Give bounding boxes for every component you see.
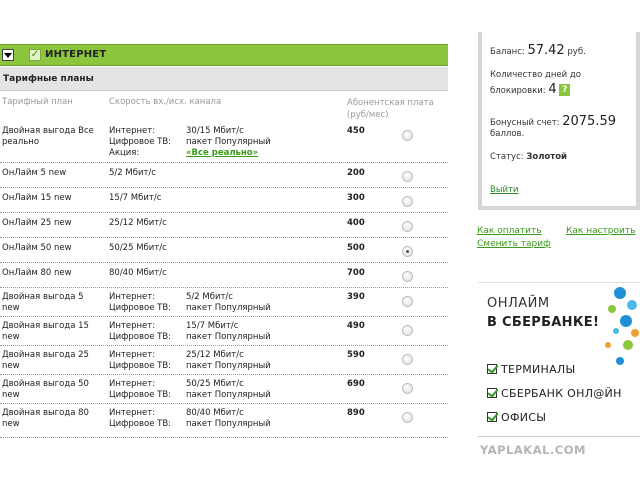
bonus-unit: баллов. — [490, 129, 525, 139]
promo-item — [487, 387, 622, 400]
service-values — [186, 126, 336, 159]
service-values — [186, 379, 336, 401]
table-row[interactable] — [0, 375, 448, 404]
plan-price: 500 — [347, 243, 365, 253]
label-tv: Цифровое ТВ: — [109, 361, 172, 371]
section-title: ИНТЕРНЕТ — [45, 49, 107, 60]
service-values — [186, 408, 336, 430]
sberbank-promo-banner[interactable] — [478, 282, 640, 437]
plan-price: 700 — [347, 268, 365, 278]
value-tv: пакет Популярный — [186, 303, 271, 313]
plan-radio[interactable] — [402, 171, 413, 182]
checkbox-icon[interactable]: ✓ — [30, 49, 40, 60]
plan-speed: 15/7 Мбит/с — [109, 193, 162, 203]
table-row[interactable] — [0, 317, 448, 346]
promo-item-label: СБЕРБАНК ОНЛ@ЙН — [501, 387, 622, 400]
plan-price: 400 — [347, 218, 365, 228]
plan-name-line2: реально — [2, 137, 40, 147]
label-tv: Цифровое ТВ: — [109, 332, 172, 342]
service-labels — [109, 292, 184, 314]
value-internet: 15/7 Мбит/с — [186, 321, 239, 331]
plan-radio[interactable] — [402, 383, 413, 394]
value-tv: пакет Популярный — [186, 419, 271, 429]
status-line — [490, 152, 567, 162]
plan-name-line1: Двойная выгода 80 — [2, 408, 89, 418]
plan-name — [2, 126, 107, 148]
plan-name-line2: new — [2, 332, 20, 342]
plan-radio[interactable] — [402, 354, 413, 365]
service-labels — [109, 321, 184, 343]
plan-name — [2, 292, 107, 314]
table-row[interactable] — [0, 288, 448, 317]
checkmark-icon — [487, 412, 497, 422]
promo-link[interactable]: «Все реально» — [186, 148, 259, 158]
days-label-line2: блокировки: — [490, 86, 546, 96]
plan-name-line2: new — [2, 361, 20, 371]
table-row[interactable] — [0, 188, 448, 213]
promo-item — [487, 363, 576, 376]
help-icon[interactable]: ? — [559, 84, 570, 96]
table-row[interactable] — [0, 163, 448, 188]
top-strip — [0, 0, 448, 44]
checkmark-icon — [487, 364, 497, 374]
value-internet: 25/12 Мбит/с — [186, 350, 244, 360]
column-header-plan: Тарифный план — [2, 97, 73, 107]
label-internet: Интернет: — [109, 126, 156, 136]
plan-name-line1: Двойная выгода 25 — [2, 350, 89, 360]
balance-unit: руб. — [567, 47, 586, 57]
value-tv: пакет Популярный — [186, 390, 271, 400]
value-tv: пакет Популярный — [186, 332, 271, 342]
plan-price: 590 — [347, 350, 365, 360]
label-internet: Интернет: — [109, 292, 156, 302]
bonus-value: 2075.59 — [562, 114, 616, 129]
how-to-setup-link[interactable]: Как настроить — [566, 226, 636, 236]
plan-price: 690 — [347, 379, 365, 389]
plan-price: 890 — [347, 408, 365, 418]
bonus-line — [490, 114, 616, 129]
days-line — [490, 82, 570, 97]
service-values — [186, 321, 336, 343]
internet-section-header[interactable] — [0, 44, 448, 66]
label-internet: Интернет: — [109, 379, 156, 389]
plan-price: 200 — [347, 168, 365, 178]
table-row[interactable] — [0, 263, 448, 288]
label-internet: Интернет: — [109, 321, 156, 331]
value-internet: 50/25 Мбит/с — [186, 379, 244, 389]
change-tariff-link[interactable]: Сменить тариф — [477, 239, 551, 249]
service-labels — [109, 408, 184, 430]
plan-speed: 50/25 Мбит/с — [109, 243, 167, 253]
promo-item-label: ТЕРМИНАЛЫ — [501, 363, 576, 376]
decorative-dots-icon — [590, 283, 640, 383]
value-tv: пакет Популярный — [186, 361, 271, 371]
value-tv: пакет Популярный — [186, 137, 271, 147]
balance-line — [490, 43, 586, 58]
status-label: Статус: — [490, 152, 524, 162]
plan-name-line1: Двойная выгода Все — [2, 126, 94, 136]
column-header-speed: Скорость вх./исх. канала — [109, 97, 222, 107]
value-internet: 5/2 Мбит/с — [186, 292, 233, 302]
column-header-fee-line2: (руб/мес) — [347, 110, 389, 120]
plan-name: ОнЛайм 25 new — [2, 218, 72, 228]
promo-item — [487, 411, 546, 424]
plan-name: ОнЛайм 15 new — [2, 193, 72, 203]
column-header-fee-line1: Абонентская плата — [347, 98, 434, 108]
logout-link[interactable]: Выйти — [490, 185, 519, 195]
days-value: 4 — [548, 82, 557, 97]
plans-header — [0, 67, 448, 91]
label-promo: Акция: — [109, 148, 140, 158]
how-to-pay-link[interactable]: Как оплатить — [477, 226, 542, 236]
value-internet: 80/40 Мбит/с — [186, 408, 244, 418]
service-values — [186, 350, 336, 372]
plan-radio[interactable] — [402, 271, 413, 282]
balance-label: Баланс: — [490, 47, 525, 57]
service-labels — [109, 379, 184, 401]
checkmark-icon — [487, 388, 497, 398]
plans-header-label: Тарифные планы — [3, 74, 94, 84]
plan-name — [2, 350, 107, 372]
service-labels — [109, 126, 184, 159]
table-row[interactable] — [0, 238, 448, 263]
plan-speed: 80/40 Мбит/с — [109, 268, 167, 278]
plan-name-line1: Двойная выгода 50 — [2, 379, 89, 389]
account-info-box — [478, 32, 640, 210]
plan-radio-selected[interactable] — [402, 246, 413, 257]
service-labels — [109, 350, 184, 372]
plan-speed: 25/12 Мбит/с — [109, 218, 167, 228]
plan-name-line2: new — [2, 303, 20, 313]
plan-price: 450 — [347, 126, 365, 136]
label-internet: Интернет: — [109, 350, 156, 360]
plan-radio[interactable] — [402, 325, 413, 336]
label-tv: Цифровое ТВ: — [109, 137, 172, 147]
column-header-fee — [347, 97, 434, 121]
label-tv: Цифровое ТВ: — [109, 419, 172, 429]
plan-radio[interactable] — [402, 130, 413, 141]
promo-line2: В СБЕРБАНКЕ! — [487, 315, 600, 330]
plan-name-line1: Двойная выгода 5 — [2, 292, 84, 302]
table-row[interactable] — [0, 213, 448, 238]
plan-radio[interactable] — [402, 221, 413, 232]
value-internet: 30/15 Мбит/с — [186, 126, 244, 136]
plan-speed: 5/2 Мбит/с — [109, 168, 156, 178]
label-tv: Цифровое ТВ: — [109, 303, 172, 313]
plan-name-line1: Двойная выгода 15 — [2, 321, 89, 331]
table-row[interactable] — [0, 122, 448, 163]
label-tv: Цифровое ТВ: — [109, 390, 172, 400]
promo-item-label: ОФИСЫ — [501, 411, 547, 424]
plan-name — [2, 321, 107, 343]
collapse-toggle-icon[interactable] — [2, 49, 14, 61]
table-row[interactable] — [0, 404, 448, 438]
plan-name-line2: new — [2, 390, 20, 400]
service-values — [186, 292, 336, 314]
bonus-label: Бонусный счет: — [490, 118, 560, 128]
plan-radio[interactable] — [402, 296, 413, 307]
plan-price: 300 — [347, 193, 365, 203]
days-label-line1: Количество дней до — [490, 70, 581, 80]
table-row[interactable] — [0, 346, 448, 375]
plan-radio[interactable] — [402, 196, 413, 207]
plan-name: ОнЛайм 50 new — [2, 243, 72, 253]
label-internet: Интернет: — [109, 408, 156, 418]
plan-name: ОнЛайм 5 new — [2, 168, 67, 178]
plan-name: ОнЛайм 80 new — [2, 268, 72, 278]
promo-line1: ОНЛАЙМ — [487, 296, 550, 311]
plan-name — [2, 408, 107, 430]
plan-radio[interactable] — [402, 412, 413, 423]
status-value: Золотой — [526, 152, 567, 162]
plan-price: 390 — [347, 292, 365, 302]
plan-name-line2: new — [2, 419, 20, 429]
balance-value: 57.42 — [527, 43, 565, 58]
watermark: YAPLAKAL.COM — [480, 443, 586, 457]
plan-price: 490 — [347, 321, 365, 331]
plan-name — [2, 379, 107, 401]
